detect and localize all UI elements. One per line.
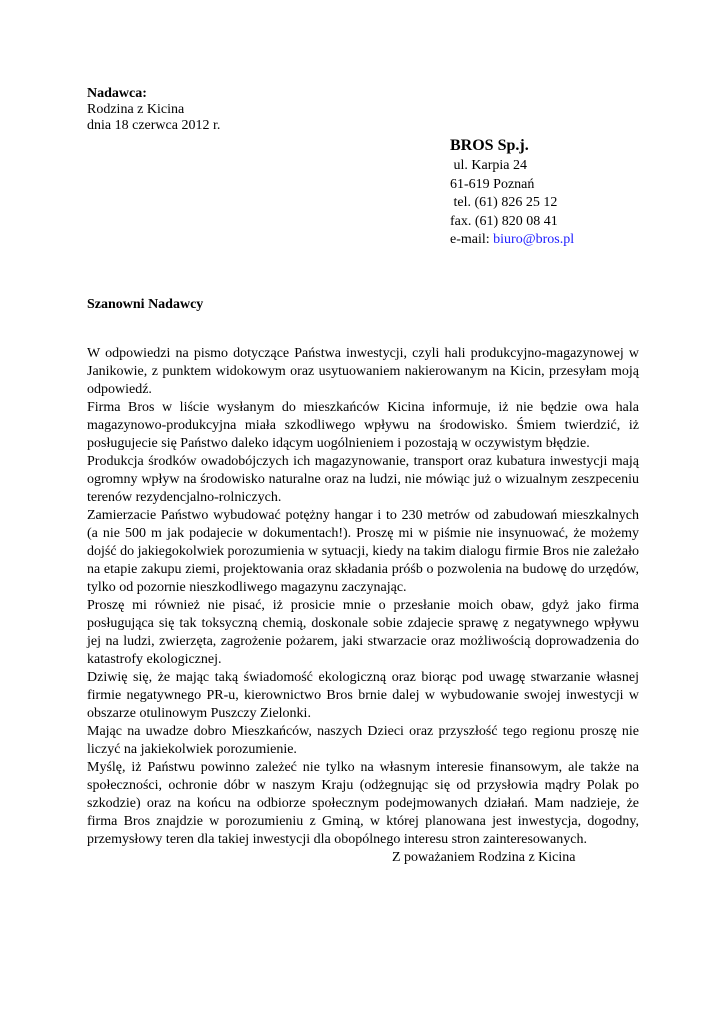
recipient-fax: fax. (61) 820 08 41 bbox=[450, 213, 558, 229]
body-paragraph: W odpowiedzi na pismo dotyczące Państwa inwestycji, czyli hali produkcyjno-magazynowej w Janikowie, z punktem widokowym oraz usytuowaniem nakierowanym na Kicin, przesyłam moją odpowiedź. bbox=[87, 346, 639, 397]
recipient-email-label: e-mail: bbox=[450, 232, 494, 247]
letter-date: dnia 18 czerwca 2012 r. bbox=[87, 118, 221, 133]
sender-name: Rodzina z Kicina bbox=[87, 102, 185, 117]
recipient-phone: tel. (61) 826 25 12 bbox=[450, 195, 558, 210]
letter-body bbox=[87, 345, 639, 849]
body-paragraph: Mając na uwadze dobro Mieszkańców, naszych Dzieci oraz przyszłość tego regionu proszę nie liczyć na jakiekolwiek porozumienie. bbox=[87, 724, 639, 757]
body-paragraph: Proszę mi również nie pisać, iż prosicie mnie o przesłanie moich obaw, gdyż jako firma posługująca się tak toksyczną chemią, doskonale sobie zdajecie sprawę z negatywnego wpływu jej na ludzi, zwierzęta, zagrożenie pożarem, jaki stwarzacie oraz możliwością doprowadzenia do katastrofy ekologicznej. bbox=[87, 598, 639, 667]
recipient-email-line bbox=[450, 231, 574, 250]
sender-block bbox=[87, 86, 220, 134]
recipient-block bbox=[450, 136, 574, 250]
closing-signature: Z poważaniem Rodzina z Kicina bbox=[392, 850, 576, 865]
sender-label: Nadawca: bbox=[87, 86, 147, 101]
body-paragraph: Firma Bros w liście wysłanym do mieszkańców Kicina informuje, iż nie będzie owa hala magazynowo-produkcyjna miała szkodliwego wpływu na środowisko. Śmiem twierdzić, iż posługujecie się Państwo daleko idącym uogólnieniem i pozostają w oczywistym błędzie. bbox=[87, 400, 639, 451]
body-paragraph: Dziwię się, że mając taką świadomość ekologiczną oraz biorąc pod uwagę stwarzanie własnej firmie negatywnego PR-u, kierownictwo Bros brnie dalej w wybudowanie swojej inwestycji w obszarze otulinowym Puszczy Zielonki. bbox=[87, 670, 639, 721]
recipient-email-link[interactable]: biuro@bros.pl bbox=[493, 232, 575, 247]
body-paragraph: Myślę, iż Państwu powinno zależeć nie tylko na własnym interesie finansowym, ale także na społeczności, ochronie dóbr w naszym Kraju (odżegnując się od przysłowia mądry Polak po szkodzie) oraz na końcu na odbiorze społecznym podejmowanych działań. Mam nadzieje, że firma Bros znajdzie w porozumieniu z Gminą, w której planowana jest inwestycja, dogodny, przemysłowy teren dla takiej inwestycji dla obopólnego interesu stron zainteresowanych. bbox=[87, 760, 639, 847]
recipient-company: BROS Sp.j. bbox=[450, 137, 529, 154]
salutation: Szanowni Nadawcy bbox=[87, 297, 204, 312]
body-paragraph: Zamierzacie Państwo wybudować potężny hangar i to 230 metrów od zabudowań mieszkalnych (a nie 500 m jak podajecie w dokumentach!). Proszę mi w piśmie nie insynuować, że możemy dojść do jakiegokolwiek porozumienia w sytuacji, kiedy na takim dialogu firmie Bros nie zależało na etapie zakupu ziemi, projektowania oraz składania próśb o pozwolenia na budowę do urzędów, tylko od pozornie nieszkodliwego magazynu zaczynając. bbox=[87, 508, 639, 595]
body-paragraph: Produkcja środków owadobójczych ich magazynowanie, transport oraz kubatura inwestycji mają ogromny wpływ na środowisko naturalne oraz na ludzi, nie mówiąc już o wizualnym zeszpeceniu terenów rezydencjalno-rolniczych. bbox=[87, 454, 639, 505]
recipient-city: 61-619 Poznań bbox=[450, 176, 535, 192]
recipient-street: ul. Karpia 24 bbox=[450, 158, 527, 173]
